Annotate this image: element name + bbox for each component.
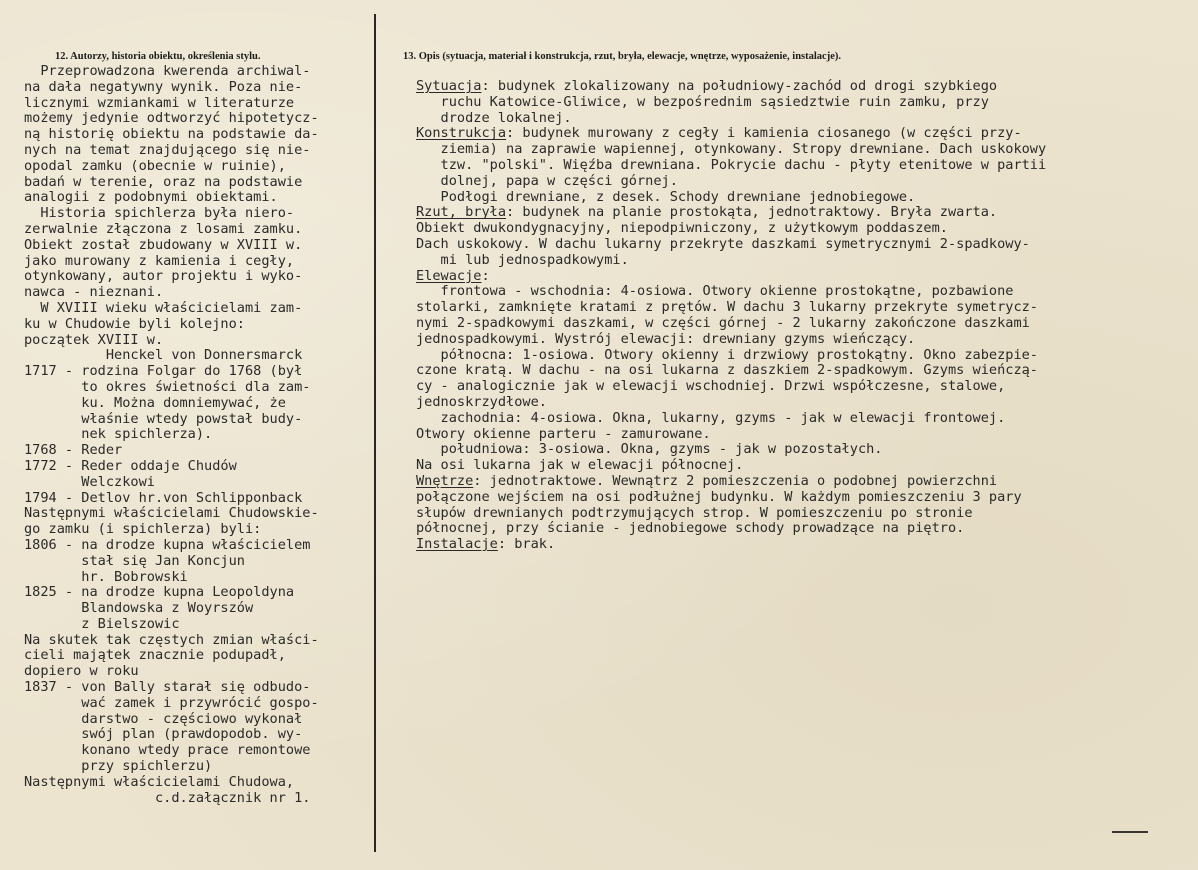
line-text: cy - analogicznie jak w elewacji wschodniej. Drzwi współczesne, stalowe, [416, 378, 1006, 395]
left-text-line: opodal zamku (obecnie w ruinie), [24, 157, 286, 174]
left-text-line: 1825 - na drodze kupna Leopoldyna [24, 584, 295, 601]
right-text-line [416, 395, 1186, 411]
left-text-line: Blandowska z Woyrszów [24, 600, 254, 617]
line-text: słupów drewnianych podtrzymujących strop. W pomieszczeniu po stronie [416, 504, 973, 521]
line-text: ruchu Katowice-Gliwice, w bezpośrednim sąsiedztwie ruin zamku, przy [416, 93, 989, 110]
line-text: Na osi lukarna jak w elewacji północnej. [416, 457, 744, 474]
edge-mark [1112, 831, 1148, 833]
left-text-line: nawca - nieznani. [24, 284, 164, 301]
section-13-body [416, 79, 1186, 553]
right-text-line [416, 237, 1186, 253]
line-text: połączone wejściem na osi podłużnej budynku. W każdym pomieszczeniu 3 pary [416, 488, 1022, 505]
line-text: stolarki, zamknięte kratami z prętów. W dachu 3 lukarny przekryte symetrycz- [416, 299, 1038, 316]
right-text-line [416, 158, 1186, 174]
right-text-line [416, 174, 1186, 190]
subsection-label: Rzut, bryła [416, 204, 507, 221]
left-text-line: właśnie wtedy powstał budy- [24, 410, 303, 427]
line-text: tzw. "polski". Więźba drewniana. Pokrycie dachu - płyty etenitowe w partii [416, 156, 1047, 173]
subsection-label: Instalacje [416, 536, 498, 553]
left-text-line: ną historię obiektu na podstawie da- [24, 126, 319, 143]
left-text-line: przy spichlerzu) [24, 758, 213, 775]
left-text-line: 1717 - rodzina Folgar do 1768 (był [24, 363, 303, 380]
left-text-line: początek XVIII w. [24, 331, 164, 348]
right-text-line [416, 316, 1186, 332]
line-text: : jednotraktowe. Wewnątrz 2 pomieszczenia o podobnej powierzchni [473, 472, 998, 489]
line-text: mi lub jednospadkowymi. [416, 251, 629, 268]
left-text-line: Następnymi właścicielami Chudowa, [24, 773, 295, 790]
column-divider [374, 14, 376, 852]
left-text-line: hr. Bobrowski [24, 568, 188, 585]
right-text-line [416, 379, 1186, 395]
line-text: Podłogi drewniane, z desek. Schody drewniane jednobiegowe. [416, 188, 916, 205]
right-text-line [416, 205, 1186, 221]
right-text-line [416, 221, 1186, 237]
left-text-line: Obiekt został zbudowany w XVIII w. [24, 236, 303, 253]
left-text-line: ku w Chudowie byli kolejno: [24, 315, 245, 332]
line-text: drodze lokalnej. [416, 109, 572, 126]
line-text: Obiekt dwukondygnacyjny, niepodpiwniczony, z użytkowym poddaszem. [416, 220, 948, 237]
right-text-line [416, 537, 1186, 553]
right-text-line [416, 427, 1186, 443]
left-text-line: 1806 - na drodze kupna właścicielem [24, 536, 311, 553]
left-text-line: z Bielszowic [24, 615, 180, 632]
line-text: jednospadkowymi. Wystrój elewacji: drewniany gzyms wieńczący. [416, 330, 916, 347]
right-text-line [416, 474, 1186, 490]
left-text-line: badań w terenie, oraz na podstawie [24, 173, 303, 190]
left-text-line: 1768 - Reder [24, 442, 123, 459]
right-text-line [416, 79, 1186, 95]
left-text-line: licznymi wzmiankami w literaturze [24, 94, 295, 111]
left-text-line: 1772 - Reder oddaje Chudów [24, 457, 237, 474]
line-text: Otwory okienne parteru - zamurowane. [416, 425, 711, 442]
line-text: : budynek na planie prostokąta, jednotraktowy. Bryła zwarta. [506, 204, 998, 221]
right-text-line [416, 269, 1186, 285]
right-text-line [416, 142, 1186, 158]
right-text-line [416, 442, 1186, 458]
left-text-line: na dała negatywny wynik. Poza nie- [24, 78, 303, 95]
line-text: : budynek murowany z cegły i kamienia ciosanego (w części przy- [506, 125, 1022, 142]
right-text-line [416, 284, 1186, 300]
right-text-line [416, 490, 1186, 506]
line-text: : budynek zlokalizowany na południowy-zachód od drogi szybkiego [481, 78, 998, 94]
left-text-line: 1794 - Detlov hr.von Schlipponback [24, 489, 303, 506]
left-text-line: cieli majątek znacznie podupadł, [24, 647, 286, 664]
line-text: czone kratą. W dachu - na osi lukarna z daszkiem 2-spadkowym. Gzyms wieńczą- [416, 362, 1038, 379]
line-text: frontowa - wschodnia: 4-osiowa. Otwory okienne prostokątne, pozbawione [416, 283, 1014, 300]
subsection-label: Konstrukcja [416, 125, 507, 142]
left-text-line: Przeprowadzona kwerenda archiwal- [24, 63, 311, 79]
left-text-line: Henckel von Donnersmarck [24, 347, 303, 364]
section-13-heading: 13. Opis (sytuacja, materiał i konstrukcja, rzut, bryła, elewacje, wnętrze, wyposażenie, instalacje). [403, 51, 842, 62]
line-text: nymi 2-spadkowymi daszkami, w części górnej - 2 lukarny zakończone daszkami [416, 314, 1030, 331]
section-12-heading: 12. Autorzy, historia obiektu, określenia stylu. [55, 51, 261, 62]
right-text-line [416, 190, 1186, 206]
left-text-line: W XVIII wieku właścicielami zam- [24, 299, 303, 316]
left-text-line: stał się Jan Koncjun [24, 552, 245, 569]
left-text-line: nych na temat znajdującego się nie- [24, 141, 311, 158]
subsection-label: Wnętrze [416, 472, 474, 489]
left-text-line: Następnymi właścicielami Chudowskie- [24, 505, 319, 522]
line-text: : [481, 267, 490, 284]
line-text: dolnej, papa w części górnej. [416, 172, 678, 189]
right-text-line [416, 348, 1186, 364]
line-text: : brak. [497, 536, 556, 553]
right-text-line [416, 458, 1186, 474]
line-text: zachodnia: 4-osiowa. Okna, lukarny, gzyms - jak w elewacji frontowej. [416, 409, 1006, 426]
line-text: jednoskrzydłowe. [416, 393, 547, 410]
left-text-line: to okres świetności dla zam- [24, 378, 311, 395]
right-text-line [416, 95, 1186, 111]
right-text-line [416, 506, 1186, 522]
left-text-line: darstwo - częściowo wykonał [24, 710, 303, 727]
left-text-line: konano wtedy prace remontowe [24, 742, 311, 759]
subsection-label: Sytuacja [416, 78, 482, 94]
subsection-label: Elewacje [416, 267, 482, 284]
left-text-line: dopiero w roku [24, 663, 139, 680]
left-text-line: analogii z podobnymi obiektami. [24, 189, 278, 206]
left-text-line: możemy jedynie odtworzyć hipotetycz- [24, 110, 319, 127]
left-text-line: wać zamek i przywrócić gospo- [24, 694, 319, 711]
right-text-line [416, 332, 1186, 348]
line-text: północnej, przy ścianie - jednobiegowe schody prowadzące na piętro. [416, 520, 965, 537]
left-text-line: Welczkowi [24, 473, 155, 490]
left-text-line: nek spichlerza). [24, 426, 213, 443]
left-text-line: zerwalnie złączona z losami zamku. [24, 220, 303, 237]
left-text-line: Na skutek tak częstych zmian właści- [24, 631, 319, 648]
left-text-line: jako murowany z kamienia i cegły, [24, 252, 295, 269]
line-text: północna: 1-osiowa. Otwory okienny i drzwiowy prostokątny. Okno zabezpie- [416, 346, 1038, 363]
right-text-line [416, 521, 1186, 537]
section-12-body [24, 64, 372, 806]
right-text-line [416, 363, 1186, 379]
right-text-line [416, 300, 1186, 316]
right-text-line [416, 111, 1186, 127]
line-text: południowa: 3-osiowa. Okna, gzyms - jak w pozostałych. [416, 441, 883, 458]
line-text: ziemia) na zaprawie wapiennej, otynkowany. Stropy drewniane. Dach uskokowy [416, 141, 1047, 158]
left-text-line: ku. Można domniemywać, że [24, 394, 286, 411]
left-text-line: 1837 - von Bally starał się odbudo- [24, 679, 311, 696]
right-text-line [416, 126, 1186, 142]
right-text-line [416, 253, 1186, 269]
left-text-line: swój plan (prawdopodob. wy- [24, 726, 303, 743]
left-text-line: otynkowany, autor projektu i wyko- [24, 268, 303, 285]
left-text-line: c.d.załącznik nr 1. [24, 789, 311, 806]
left-text-line: Historia spichlerza była niero- [24, 205, 295, 222]
left-text-line: go zamku (i spichlerza) byli: [24, 521, 262, 538]
line-text: Dach uskokowy. W dachu lukarny przekryte daszkami symetrycznymi 2-spadkowy- [416, 235, 1030, 252]
right-text-line [416, 411, 1186, 427]
